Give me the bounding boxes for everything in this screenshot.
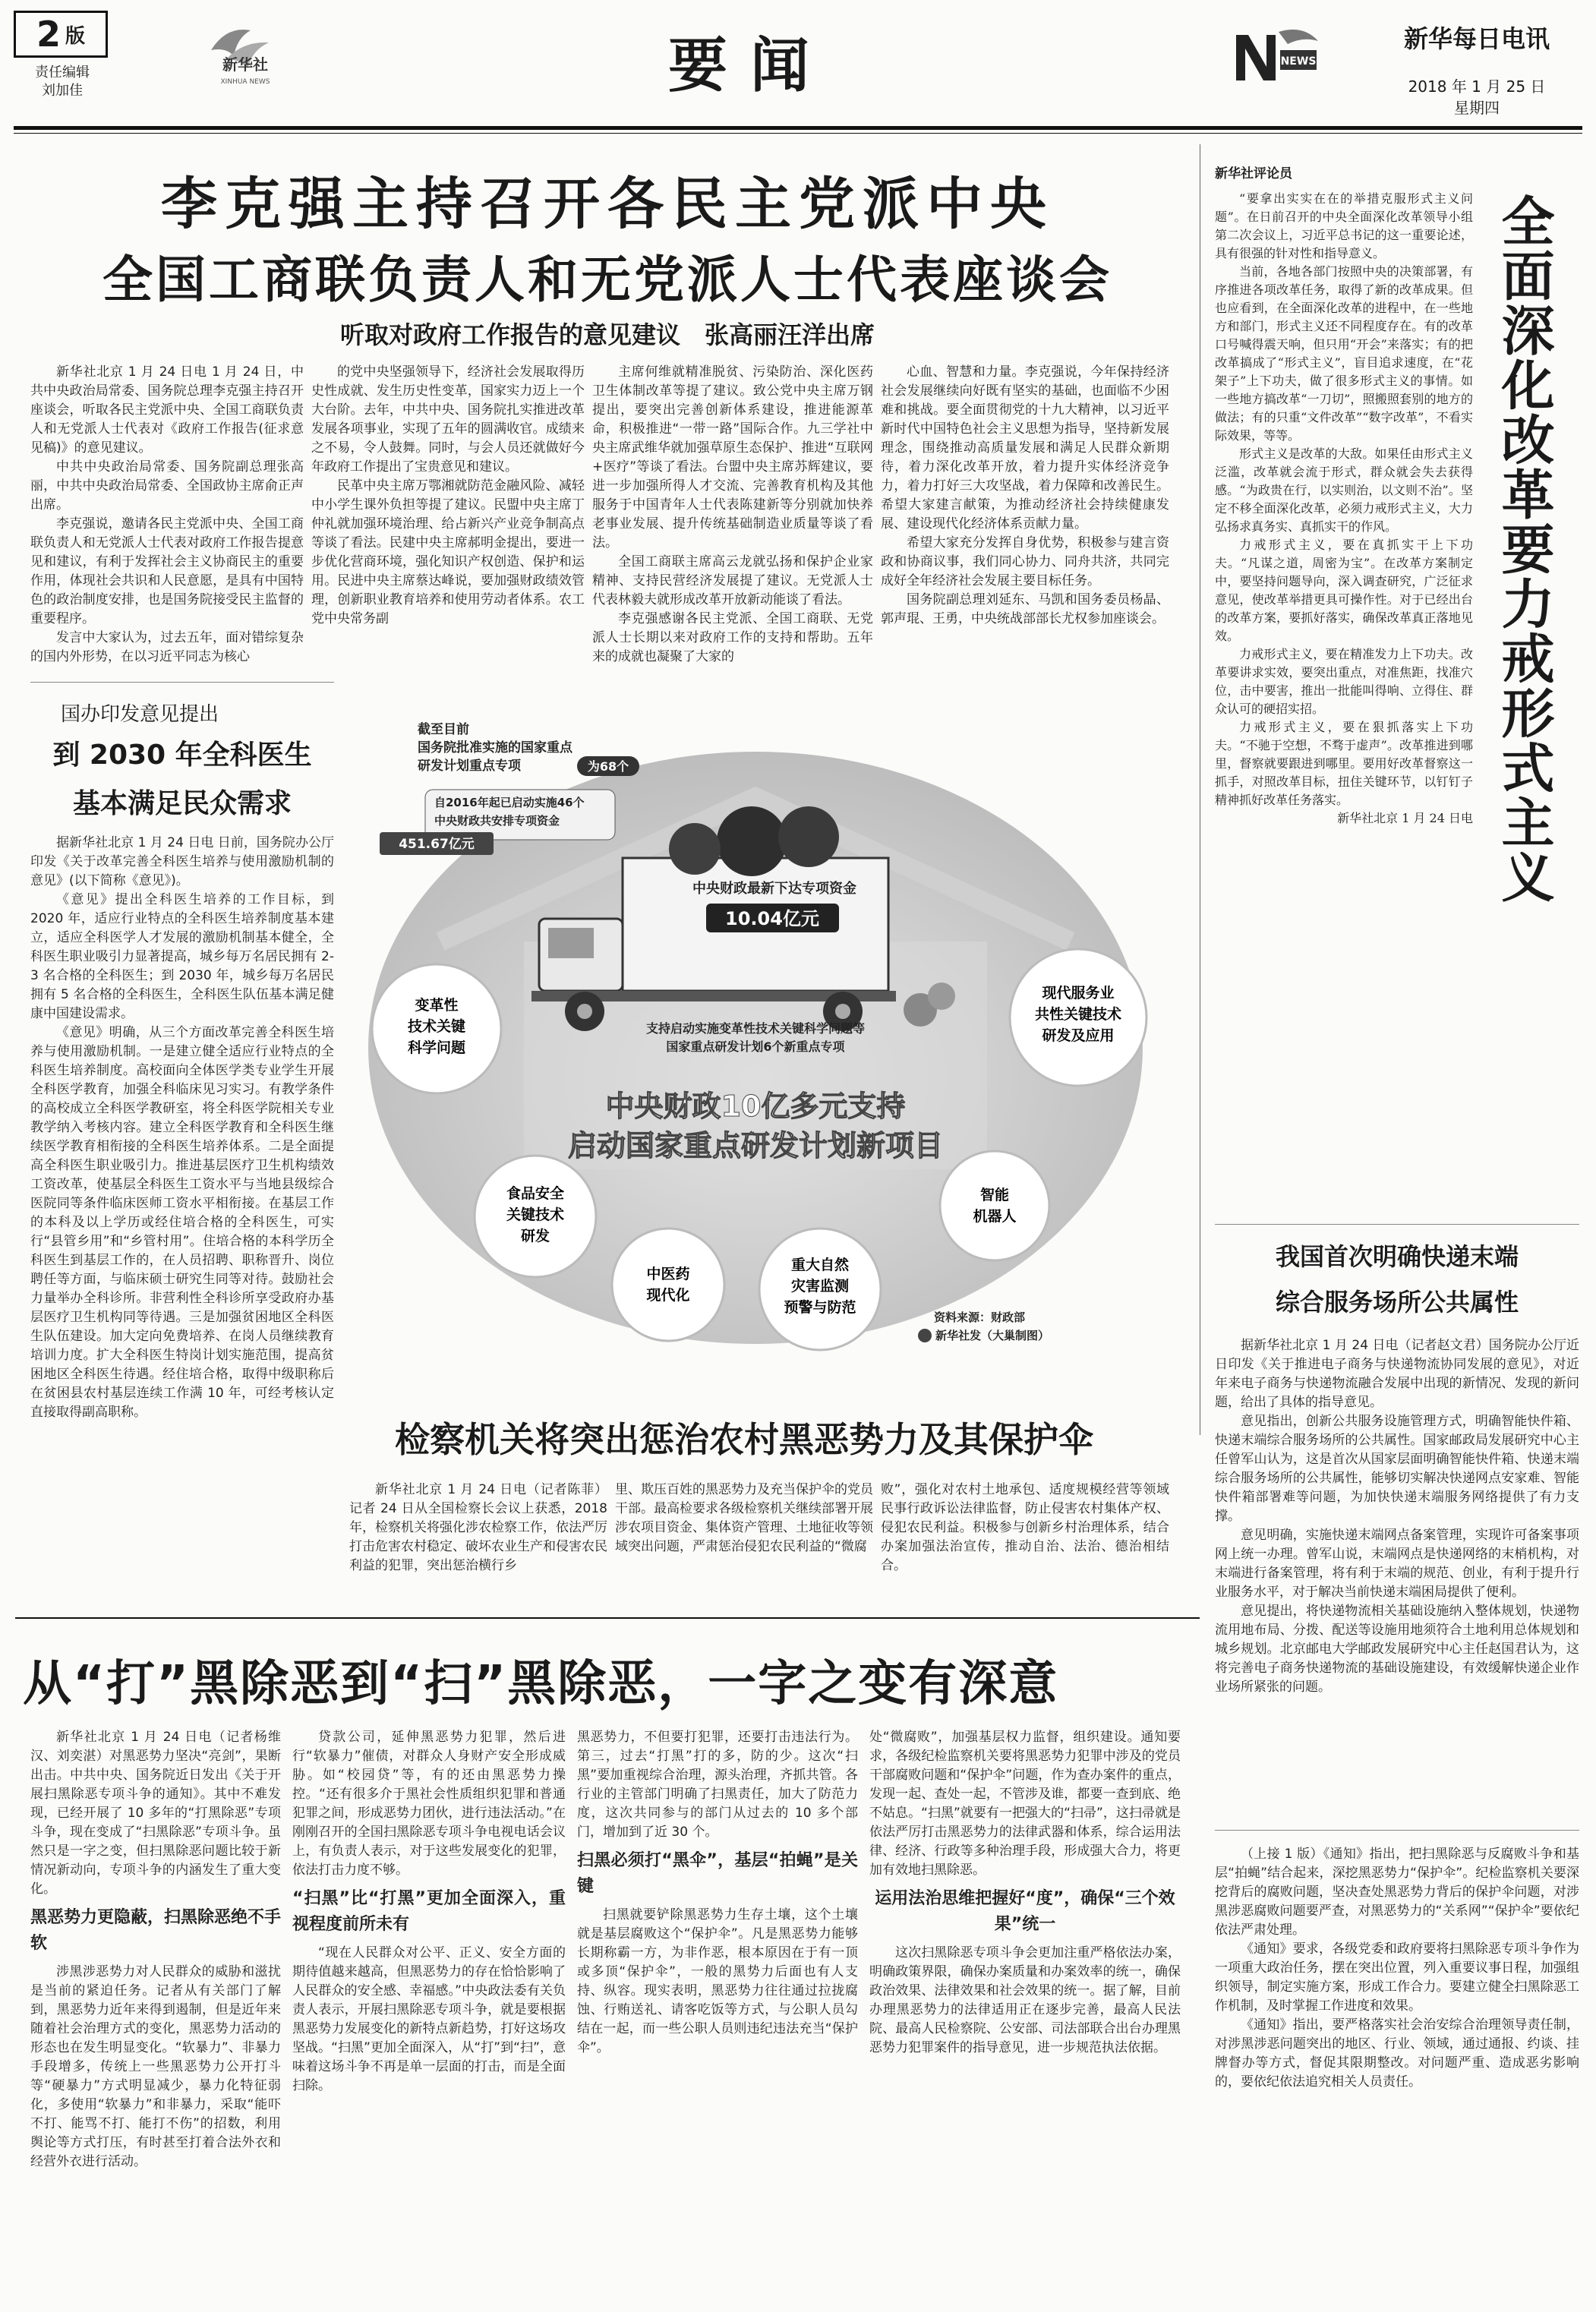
crime-column-5 bbox=[1215, 1845, 1579, 2305]
logo-left-sub: XINHUA NEWS bbox=[220, 78, 270, 86]
bubble-line: 研发 bbox=[520, 1228, 550, 1244]
editor-label: 责任编辑 bbox=[35, 65, 90, 80]
gp-kicker: 国办印发意见提出 bbox=[61, 703, 219, 726]
stat1-label-c: 研发计划重点专项 bbox=[418, 759, 521, 774]
stat2-label-a: 自2016年起已启动实施46个 bbox=[434, 796, 585, 809]
editorial-paragraph: 新华社北京 1 月 24 日电 bbox=[1337, 811, 1473, 825]
crime-subhead: “扫黑”比“打黑”更加全面深入，重视程度前所未有 bbox=[292, 1889, 566, 1934]
logo-right-sub: NEWS bbox=[1280, 55, 1317, 68]
bubble-line: 现代化 bbox=[646, 1287, 690, 1304]
crime-paragraph: 黑恶势力，不但要打犯罪，还要打击违法行为。第三，过去“打黑”打的多，防的少。这次“扫黑”要加重视综合治理，源头治理，齐抓共管。各行业的主管部门明确了扫黑责任，加大了防范力度，这次共同参与的部门从过去的 10 多个部门，增加到了近 30 个。 bbox=[577, 1730, 858, 1840]
delivery-paragraph: 意见提出，将快递物流相关基础设施纳入整体规划，快递物流用地布局、分拨、配送等设施用地须符合土地利用总体规划和城乡规划。北京邮电大学邮政发展研究中心主任赵国君认为，这将完善电子商务快递物流的基础设施建设，有效缓解快递企业作业场所紧张的问题。 bbox=[1215, 1604, 1579, 1695]
infographic-title-line2: 启动国家重点研发计划新项目 bbox=[567, 1129, 944, 1162]
stat4-label-a: 支持启动实施变革性技术关键科学问题等 bbox=[645, 1021, 866, 1036]
bubble-line: 现代服务业 bbox=[1042, 985, 1115, 1001]
bubble-line: 灾害监测 bbox=[790, 1278, 850, 1295]
infographic-source: 资料来源：财政部 bbox=[934, 1311, 1026, 1324]
bubble-line: 智能 bbox=[979, 1187, 1010, 1203]
bubble-line: 机器人 bbox=[973, 1208, 1017, 1225]
editorial-paragraph: 力戒形式主义，要在精准发力上下功夫。改革要讲求实效，要突出重点，对准焦距，找准穴位，击中要害，推出一批能叫得响、立得住、群众认可的硬招实招。 bbox=[1215, 647, 1473, 716]
gp-body bbox=[30, 834, 334, 1555]
lead-paragraph: 发言中大家认为，过去五年，面对错综复杂的国内外形势，在以习近平同志为核心 bbox=[30, 630, 304, 664]
lead-paragraph: 全国工商联主席高云龙就弘扬和保护企业家精神、支持民营经济发展提了建议。无党派人士代表林毅夫就形成改革开放新动能谈了看法。 bbox=[592, 554, 873, 607]
lead-paragraph: 民革中央主席万鄂湘就防范金融风险、减轻中小学生课外负担等提了建议。民盟中央主席丁仲礼就加强环境治理、给占新兴产业竞争制高点等谈了看法。民建中央主席郝明金提出，要进一步优化营商环境，强化知识产权创造、保护和运用。民进中央主席蔡达峰说，要加强财政绩效管理，创新职业教育培养和使用劳动者体系。农工党中央常务副 bbox=[311, 478, 585, 626]
bubble-line: 共性关键技术 bbox=[1034, 1006, 1122, 1023]
editorial-paragraph: “要拿出实实在在的举措克服形式主义问题”。在日前召开的中央全面深化改革领导小组第二次会议上，习近平总书记的这一重要论述，具有很强的针对性和指导意义。 bbox=[1215, 191, 1473, 260]
bubble-line: 中医药 bbox=[646, 1266, 690, 1282]
crime-column-3 bbox=[577, 1728, 858, 2305]
bubble-line: 重大自然 bbox=[790, 1257, 850, 1273]
lead-column-4 bbox=[881, 363, 1169, 674]
lead-column-2 bbox=[311, 363, 585, 674]
crime-paragraph: （上接 1 版）《通知》指出，把扫黑除恶与反腐败斗争和基层“拍蝇”结合起来，深挖黑恶势力“保护伞”。纪检监察机关要深挖背后的腐败问题，坚决查处黑恶势力背后的保护伞问题，对涉黑涉恶腐败问题要严查，对黑恶势力的“关系网”“保护伞”要依纪依法严肃处理。 bbox=[1215, 1847, 1579, 1938]
prosecutor-paragraph: 败”，强化对农村土地承包、适度规模经营等领域民事行政诉讼法律监督，防止侵害农村集体产权、侵犯农民利益。积极参与创新乡村治理体系，结合办案加强法治宣传，推动自治、法治、德治相结合。 bbox=[881, 1482, 1169, 1573]
editorial-body bbox=[1215, 190, 1473, 1177]
topic-bubble bbox=[759, 1229, 881, 1350]
delivery-paragraph: 据新华社北京 1 月 24 日电（记者赵文君）国务院办公厅近日印发《关于推进电子商务与快递物流协同发展的意见》，对近年来电子商务与快递物流融合发展中出现的新情况、发现的新问题，给出了具体的指导意见。 bbox=[1215, 1338, 1579, 1410]
crime-subhead: 黑恶势力更隐蔽，扫黑除恶绝不手软 bbox=[30, 1908, 281, 1953]
editorial-paragraph: 力戒形式主义，要在真抓实干上下功夫。“凡谋之道，周密为宝”。在改革方案制定中，要坚持问题导向，深入调查研究，广泛征求意见，使改革举措更具可操作性。对于已经出台的改革方案，要抓好落实，确保改革真正落地见效。 bbox=[1215, 538, 1473, 643]
prosecutor-column-3 bbox=[881, 1481, 1169, 1610]
lead-paragraph: 的党中央坚强领导下，经济社会发展取得历史性成就、发生历史性变革，国家实力迈上一个大台阶。去年，中共中央、国务院扎实推进改革发展各项事业，实现了五年的圆满收官。成绩来之不易，令人鼓舞。同时，与会人员还就做好今年政府工作提出了宝贵意见和建议。 bbox=[311, 364, 585, 475]
crime-column-1 bbox=[30, 1728, 281, 2305]
lead-paragraph: 新华社北京 1 月 24 日电 1 月 24 日，中共中央政治局常委、国务院总理李克强主持召开座谈会，听取各民主党派中央、全国工商联负责人和无党派人士代表对《政府工作报告(征求意见稿)》的意见建议。 bbox=[30, 364, 304, 456]
topic-bubble bbox=[612, 1229, 724, 1341]
lead-paragraph: 李克强说，邀请各民主党派中央、全国工商联负责人和无党派人士代表对政府工作报告提意见和建议，有利于发挥社会主义协商民主的重要作用，体现社会共识和人民意愿，是具有中国特色的政治制度安排，也是国务院接受民主监督的重要程序。 bbox=[30, 516, 304, 626]
bubble-line: 科学问题 bbox=[407, 1039, 466, 1056]
page-unit: 版 bbox=[65, 24, 86, 48]
gp-paragraph: 据新华社北京 1 月 24 日电 日前，国务院办公厅印发《关于改革完善全科医生培养与使用激励机制的意见》(以下简称《意见》)。 bbox=[30, 835, 334, 888]
infographic-title-line1: 中央财政10亿多元支持 bbox=[605, 1090, 906, 1123]
section-divider bbox=[1215, 1830, 1579, 1831]
gp-headline-line1: 到 2030 年全科医生 bbox=[52, 740, 312, 771]
crime-paragraph: 扫黑就要铲除黑恶势力生存土壤，这个土壤就是基层腐败这个“保护伞”。凡是黑恶势力能够长期称霸一方，为非作恶，根本原因在于有一顶或多顶“保护伞”，一般的黑势力后面也有人支持、纵容。现实表明，黑恶势力往往通过拉拢腐蚀、行贿送礼、请客吃饭等方式，与公职人员勾结在一起，而一些公职人员则违纪违法充当“保护伞”。 bbox=[577, 1907, 858, 2055]
bubble-line: 预警与防范 bbox=[784, 1299, 856, 1316]
stat3-label: 中央财政最新下达专项资金 bbox=[692, 881, 856, 897]
crime-paragraph: 涉黑涉恶势力对人民群众的威胁和滋扰是当前的紧迫任务。记者从有关部门了解到，黑恶势力近年来得到遏制，但是近年来随着社会治理方式的变化，黑恶势力活动的形态也在发生明显变化。“软暴力”、非暴力手段增多，传统上一些黑恶势力公开打斗等“硬暴力”方式明显减少，暴力化特征弱化，多使用“软暴力”和非暴力，采取“能吓不打、能骂不打、能打不伤”的招数，利用舆论等方式打压，有时甚至打着合法外衣和经营外衣进行活动。 bbox=[30, 1964, 281, 2169]
editorial-title: 全面深化改革要力戒形式主义 bbox=[1493, 194, 1555, 904]
prosecutor-column-1 bbox=[349, 1481, 607, 1610]
bubble-line: 研发及应用 bbox=[1042, 1027, 1115, 1044]
masthead-rule bbox=[14, 126, 1582, 130]
gp-paragraph: 《意见》提出全科医生培养的工作目标，到 2020 年，适应行业特点的全科医生培养制度基本建立，适应全科医学人才发展的激励机制基本健全，全科医生职业吸引力显著提高，城乡每万名居民拥有 2-3 名合格的全科医生；到 2030 年，城乡每万名居民拥有 5 名合格的全科医生，全科医生队伍基本满足健康中国建设需求。 bbox=[30, 892, 334, 1021]
bubble-line: 关键技术 bbox=[506, 1206, 565, 1223]
prosecutor-paragraph: 新华社北京 1 月 24 日电（记者陈菲）记者 24 日从全国检察长会议上获悉，2018 年，检察机关将强化涉农检察工作，依法严厉打击危害农村稳定、破坏农业生产和侵害农民利益的犯罪，突出惩治横行乡 bbox=[349, 1482, 607, 1573]
page-number: 2 bbox=[36, 14, 61, 55]
crime-paragraph: 《通知》指出，要严格落实社会治安综合治理领导责任制，对涉黑涉恶问题突出的地区、行业、领域，通过通报、约谈、挂牌督办等方式，督促其限期整改。对问题严重、造成恶劣影响的，要依纪依法追究相关人员责任。 bbox=[1215, 2017, 1579, 2090]
lead-subheadline: 听取对政府工作报告的意见建议 张高丽汪洋出席 bbox=[339, 320, 875, 349]
lead-paragraph: 中共中央政治局常委、国务院副总理张高丽，中共中央政治局常委、全国政协主席俞正声出席。 bbox=[30, 459, 304, 513]
masthead-rule-thin bbox=[14, 133, 1582, 134]
xinhua-logo bbox=[203, 20, 287, 90]
page-number-box bbox=[14, 11, 108, 58]
crime-paragraph: 这次扫黑除恶专项斗争会更加注重严格依法办案，明确政策界限，确保办案质量和办案效率的统一，确保政治效果、法律效果和社会效果的统一。据了解，目前办理黑恶势力的法律适用正在逐步完善，最高人民法院、最高人民检察院、公安部、司法部联合出台办理黑恶势力犯罪案件的指导意见，进一步规范执法依据。 bbox=[869, 1945, 1181, 2055]
editor-name: 刘加佳 bbox=[42, 83, 83, 99]
crime-subhead: 扫黑必须打“黑伞”，基层“拍蝇”是关键 bbox=[577, 1851, 858, 1896]
crime-paragraph: 处“微腐败”，加强基层权力监督，组织建设。通知要求，各级纪检监察机关要将黑恶势力犯罪中涉及的党员干部腐败问题和“保护伞”问题，作为查办案件的重点，发现一起、查处一起，不管涉及谁，都要一查到底、绝不姑息。“扫黑”就要有一把强大的“扫帚”，这扫帚就是依法严厉打击黑恶势力的法律武器和体系，综合运用法律、经济、行政等多种治理手段，形成强大合力，将更加有效地扫黑除恶。 bbox=[869, 1730, 1181, 1878]
issue-weekday: 星期四 bbox=[1454, 99, 1500, 117]
xinhua-news-logo bbox=[1230, 20, 1321, 90]
lead-column-1 bbox=[30, 363, 304, 674]
stat3-value: 10.04亿元 bbox=[725, 908, 819, 929]
infographic bbox=[349, 714, 1162, 1352]
stat4-label-b: 国家重点研发计划6个新重点专项 bbox=[666, 1039, 845, 1054]
editorial-paragraph: 力戒形式主义，要在狠抓落实上下功夫。“不驰于空想，不骛于虚声”。改革推进到哪里，督察就要跟进到哪里。要用好改革督察这一抓手，对照改革目标，扭住关键环节，以钉钉子精神抓好改革任务落实。 bbox=[1215, 720, 1473, 807]
prosecutor-paragraph: 里、欺压百姓的黑恶势力及充当保护伞的党员干部。最高检要求各级检察机关继续部署开展涉农项目资金、集体资产管理、土地征收等领域突出问题，严肃惩治侵犯农民利益的“微腐 bbox=[615, 1482, 873, 1554]
delivery-body bbox=[1215, 1336, 1579, 1815]
crime-column-4 bbox=[869, 1728, 1181, 2305]
crime-paragraph: 新华社北京 1 月 24 日电（记者杨维汉、刘奕湛）对黑恶势力坚决“亮剑”，果断出击。中共中央、国务院近日发出《关于开展扫黑除恶专项斗争的通知》。其中不难发现，已经开展了 10 多年的“打黑除恶”专项斗争，现在变成了“扫黑除恶”专项斗争。虽然只是一字之变，但扫黑除恶问题比较于新情况新动向，专项斗争的内涵发生了重大变化。 bbox=[30, 1730, 281, 1897]
editorial-byline: 新华社评论员 bbox=[1215, 166, 1292, 181]
bubble-line: 食品安全 bbox=[506, 1185, 565, 1202]
gp-headline-line2: 基本满足民众需求 bbox=[72, 788, 292, 819]
gp-paragraph: 《意见》明确，从三个方面改革完善全科医生培养与使用激励机制。一是建立健全适应行业特点的全科医生培养制度。高校面向全体医学类专业学生开展全科医学教育，加强全科临床见习实习。有教学条件的高校成立全科医学教研室，将全科医学院相关专业教学纳入考核内容。建立全科医学教育和全科医生继续医学教育相衔接的全科医生培养体系。二是全面提高全科医生职业吸引力。推进基层医疗卫生机构绩效工资改革，使基层全科医生工资水平与当地县级综合医院同等条件临床医师工资水平相衔接。在基层工作的本科及以上学历或经住培合格的全科医生，可实行“县管乡用”和“乡管村用”。住培合格的本科学历全科医生到基层工作的，在人员招聘、职称晋升、岗位聘任等方面，与临床硕士研究生同等对待。鼓励社会力量举办全科诊所。非营利性全科诊所享受政府办基层医疗卫生机构同等待遇。三是加强贫困地区全科医生队伍建设。加大定向免费培养、在岗人员继续教育培训力度。扩大全科医生特岗计划实施范围，提高贫困地区全科医生待遇。经住培合格，取得中级职称后在贫困县农村基层连续工作满 10 年，可经考核认定直接取得副高职称。 bbox=[30, 1025, 334, 1420]
lead-paragraph: 希望大家充分发挥自身优势，积极参与建言资政和协商议事，我们同心协力、同舟共济，共同完成好全年经济社会发展主要目标任务。 bbox=[881, 535, 1169, 588]
editor-credit bbox=[15, 64, 109, 100]
lead-paragraph: 主席何维就精准脱贫、污染防治、深化医药卫生体制改革等提了建议。致公党中央主席万钢提出，要突出完善创新体系建设，推进能源革命，积极推进“一带一路”国际合作。九三学社中央主席武维华就加强草原生态保护、推进“互联网+医疗”等谈了看法。台盟中央主席苏辉建议，要进一步加强所得人才交流、完善教育机构及其他服务于中国青年人士代表陈建新等分别就加快养老事业发展、提升传统基础制造业质量等谈了看法。 bbox=[592, 364, 873, 550]
stat1-label-a: 截至目前 bbox=[418, 722, 469, 737]
section-divider bbox=[30, 682, 334, 683]
crime-headline: 从“打”黑除恶到“扫”黑除恶，一字之变有深意 bbox=[23, 1656, 1059, 1712]
lead-paragraph: 心血、智慧和力量。李克强说，今年保持经济社会发展继续向好既有坚实的基础，也面临不少困难和挑战。要全面贯彻党的十九大精神，以习近平新时代中国特色社会主义思想为指导，坚持新发展理念，围绕推动高质量发展和满足人民群众新期待，着力深化改革开放，着力提升实体经济竞争力，着力打好三大攻坚战，着力保障和改善民生。希望大家建言献策，为推动经济社会持续健康发展、建设现代化经济体系贡献力量。 bbox=[881, 364, 1169, 531]
crime-paragraph: 贷款公司，延伸黑恶势力犯罪，然后进行“软暴力”催债，对群众人身财产安全形成威胁。如“校园贷”等，有的还由黑恶势力操控。“还有很多介于黑社会性质组织犯罪和普通犯罪之间，形成恶势力团伙，进行违法活动。”在刚刚召开的全国扫黑除恶专项斗争电视电话会议上，有负责人表示，对于这些发展变化的犯罪，依法打击力度不够。 bbox=[292, 1730, 566, 1878]
section-title: 要闻 bbox=[668, 31, 833, 100]
issue-date: 2018 年 1 月 25 日 bbox=[1408, 77, 1546, 96]
delivery-headline-line2: 综合服务场所公共属性 bbox=[1275, 1288, 1519, 1317]
prosecutor-column-2 bbox=[615, 1481, 873, 1610]
editorial-paragraph: 当前，各地各部门按照中央的决策部署，有序推进各项改革任务，取得了新的改革成果。但也应看到，在全面深化改革的进程中，在一些地方和部门，形式主义还不同程度存在。有的改革口号喊得震天响，但只用“开会”来落实；有的把改革搞成了“形式主义”，盲目追求速度，在“花架子”上下功夫，做了很多形式主义的事情。如一些地方搞改革“一刀切”，照搬照套别的地方的做法；有的只重“文件改革”“数字改革”，不看实际效果，等等。 bbox=[1215, 264, 1473, 443]
paper-name: 新华每日电讯 bbox=[1403, 24, 1550, 53]
delivery-paragraph: 意见指出，创新公共服务设施管理方式，明确智能快件箱、快递末端综合服务场所的公共属性。国家邮政局发展研究中心主任曾军山认为，这是首次从国家层面明确智能快件箱、快递末端综合服务场所的公共属性，能够切实解决快递网点安家难、智能快件箱部署难等问题，为加快快递末端服务网络提供了有力支撑。 bbox=[1215, 1414, 1579, 1524]
section-divider bbox=[1215, 1224, 1579, 1225]
prosecutor-headline: 检察机关将突出惩治农村黑恶势力及其保护伞 bbox=[395, 1419, 1093, 1460]
stat1-label-b: 国务院批准实施的国家重点 bbox=[418, 740, 572, 755]
infographic-credit: 新华社发（大巢制图） bbox=[935, 1329, 1050, 1342]
lead-paragraph: 李克强感谢各民主党派、全国工商联、无党派人士长期以来对政府工作的支持和帮助。五年来的成就也凝聚了大家的 bbox=[592, 611, 873, 664]
topic-bubble bbox=[475, 1156, 596, 1277]
lead-column-3 bbox=[592, 363, 873, 674]
lead-paragraph: 国务院副总理刘延东、马凯和国务委员杨晶、郭声琨、王勇，中央统战部部长尤权参加座谈会。 bbox=[881, 592, 1169, 626]
bubble-line: 变革性 bbox=[415, 997, 459, 1014]
topic-bubble bbox=[372, 964, 501, 1093]
lead-headline-line1: 李克强主持召开各民主党派中央 bbox=[161, 172, 1054, 237]
stat2-value: 451.67亿元 bbox=[399, 837, 475, 852]
xinhua-mini-logo-icon bbox=[918, 1329, 932, 1342]
stat2-label-b: 中央财政共安排专项资金 bbox=[434, 814, 560, 828]
lead-headline-line2: 全国工商联负责人和无党派人士代表座谈会 bbox=[103, 251, 1112, 309]
topic-bubble bbox=[1010, 949, 1147, 1086]
editorial-paragraph: 形式主义是改革的大敌。如果任由形式主义泛滥，改革就会流于形式，群众就会失去获得感。“为政贵在行，以实则治，以文则不治”。坚定不移全面深化改革，必须力戒形式主义，大力弘扬求真务实、真抓实干的作风。 bbox=[1215, 446, 1473, 534]
crime-column-2 bbox=[292, 1728, 566, 2305]
delivery-paragraph: 意见明确，实施快递末端网点备案管理，实现许可备案事项网上统一办理。曾军山说，末端网点是快递网络的末梢机构，对末端进行备案管理，将有利于末端的规范、创业，有利于提升行业服务水平，对于解决当前快递末端困局提供了便利。 bbox=[1215, 1528, 1579, 1600]
bubble-line: 技术关键 bbox=[407, 1018, 466, 1035]
crime-paragraph: 《通知》要求，各级党委和政府要将扫黑除恶专项斗争作为一项重大政治任务，摆在突出位置，列入重要议事日程，加强组织领导，制定实施方案，形成工作合力。要建立健全扫黑除恶工作机制，及时掌握工作进度和效果。 bbox=[1215, 1941, 1579, 2014]
crime-subhead: 运用法治思维把握好“度”，确保“三个效果”统一 bbox=[875, 1889, 1175, 1934]
section-rule bbox=[15, 1617, 1200, 1619]
logo-left-text: 新华社 bbox=[222, 55, 268, 74]
topic-bubble bbox=[940, 1151, 1049, 1260]
delivery-headline-line1: 我国首次明确快递末端 bbox=[1275, 1242, 1519, 1271]
stat1-value: 为68个 bbox=[587, 759, 629, 774]
crime-paragraph: “现在人民群众对公平、正义、安全方面的期待值越来越高，但黑恶势力的存在恰恰影响了人民群众的安全感、幸福感。”中央政法委有关负责人表示，开展扫黑除恶专项斗争，就是要根据黑恶势力发展变化的新特点新趋势，打好这场攻坚战。“扫黑”更加全面深入，从“打”到“扫”，意味着这场斗争不再是单一层面的打击，而是全面扫除。 bbox=[292, 1945, 566, 2093]
